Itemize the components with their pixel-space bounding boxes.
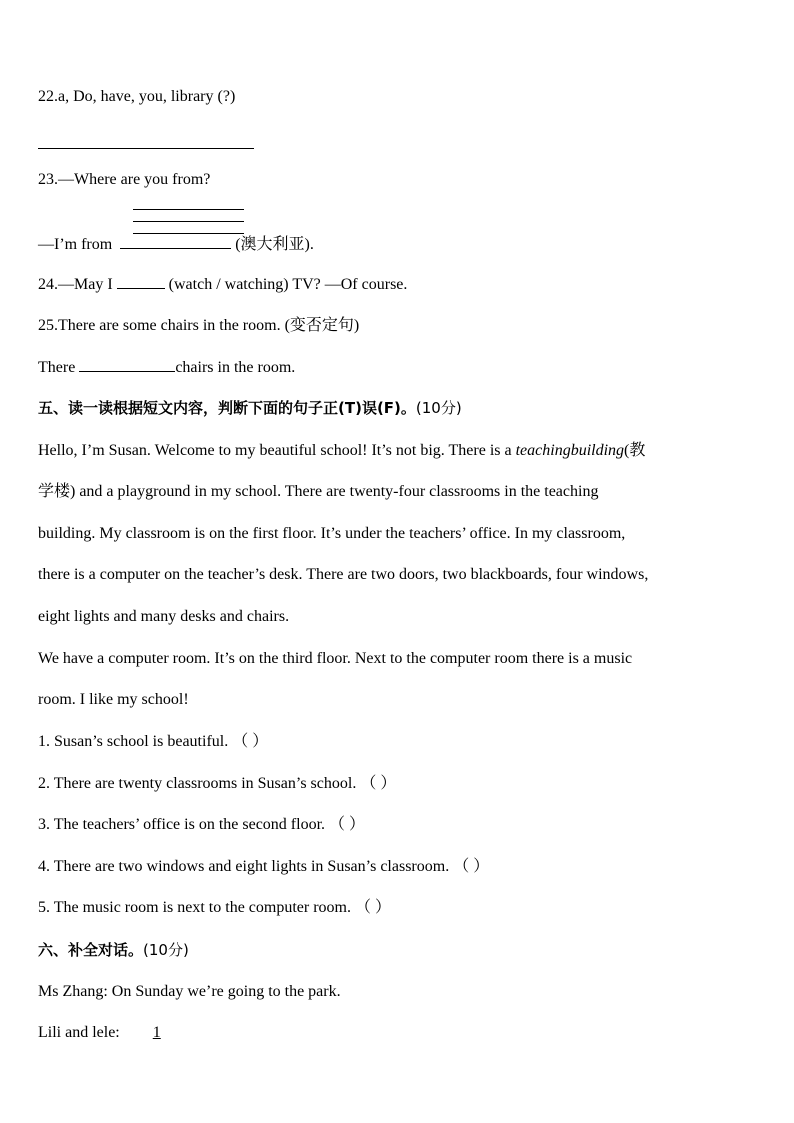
- passage-line-7: room. I like my school!: [38, 691, 189, 708]
- q25-blank[interactable]: [79, 357, 175, 372]
- dialogue-line-2: [38, 1023, 190, 1043]
- passage-line-3: building. My classroom is on the first floor. It’s under the teachers’ office. In my classroom,: [38, 525, 626, 542]
- passage-italic-term: teachingbuilding: [515, 442, 625, 459]
- section5-title: 五、读一读根据短文内容，判断下面的句子正(T)误(F)。: [38, 399, 416, 417]
- q22-text: 22.a, Do, have, you, library (?): [38, 88, 236, 105]
- q23-answer-rule: [133, 209, 244, 210]
- q24-prefix: 24.—May I: [38, 276, 117, 293]
- q25-answer-suffix: chairs in the room.: [175, 359, 296, 376]
- dialogue-blank-1[interactable]: 1: [152, 1024, 161, 1041]
- q23-answer-suffix: (澳大利亚).: [235, 236, 314, 253]
- section6-title: 六、补全对话。: [38, 941, 144, 959]
- dialogue-speaker: Lili and lele:: [38, 1024, 124, 1041]
- passage-line-5: eight lights and many desks and chairs.: [38, 608, 290, 625]
- q25-answer: [38, 357, 295, 378]
- passage-text: Hello, I’m Susan. Welcome to my beautiful school! It’s not big. There is a: [38, 442, 516, 459]
- q22-answer-line: [38, 148, 254, 149]
- q23-question: 23.—Where are you from?: [38, 171, 211, 188]
- q23-answer-rule: [133, 221, 244, 222]
- section5-heading: [38, 398, 462, 418]
- passage-text: (教: [624, 442, 646, 459]
- tf-statement-1[interactable]: 1. Susan’s school is beautiful. （ ）: [38, 733, 269, 750]
- tf-statement-3[interactable]: 3. The teachers’ office is on the second floor. （ ）: [38, 816, 366, 833]
- q25-text: 25.There are some chairs in the room. (变否定句): [38, 317, 360, 334]
- tf-statement-5[interactable]: 5. The music room is next to the computer room. （ ）: [38, 899, 391, 916]
- q23-answer: [38, 234, 314, 255]
- q25-answer-prefix: There: [38, 359, 80, 376]
- passage-line-1: [38, 441, 645, 461]
- q24-suffix: (watch / watching) TV? —Of course.: [164, 276, 408, 293]
- passage-line-2: 学楼) and a playground in my school. There are twenty-four classrooms in the teaching: [38, 483, 599, 500]
- section6-score: (10分): [143, 941, 189, 959]
- tf-statement-4[interactable]: 4. There are two windows and eight lights in Susan’s classroom. （ ）: [38, 858, 490, 875]
- section5-score: (10分): [415, 399, 462, 417]
- passage-line-4: there is a computer on the teacher’s desk. There are two doors, two blackboards, four windows,: [38, 566, 649, 583]
- q24-blank[interactable]: [117, 274, 165, 289]
- dialogue-line-1: Ms Zhang: On Sunday we’re going to the park.: [38, 983, 341, 1000]
- passage-line-6: We have a computer room. It’s on the third floor. Next to the computer room there is a music: [38, 650, 633, 667]
- section6-heading: [38, 940, 189, 960]
- tf-statement-2[interactable]: 2. There are twenty classrooms in Susan’s school. （ ）: [38, 775, 397, 792]
- q24-text: [38, 274, 407, 295]
- q23-answer-blank[interactable]: [120, 234, 231, 249]
- q23-answer-prefix: —I’m from: [38, 236, 113, 253]
